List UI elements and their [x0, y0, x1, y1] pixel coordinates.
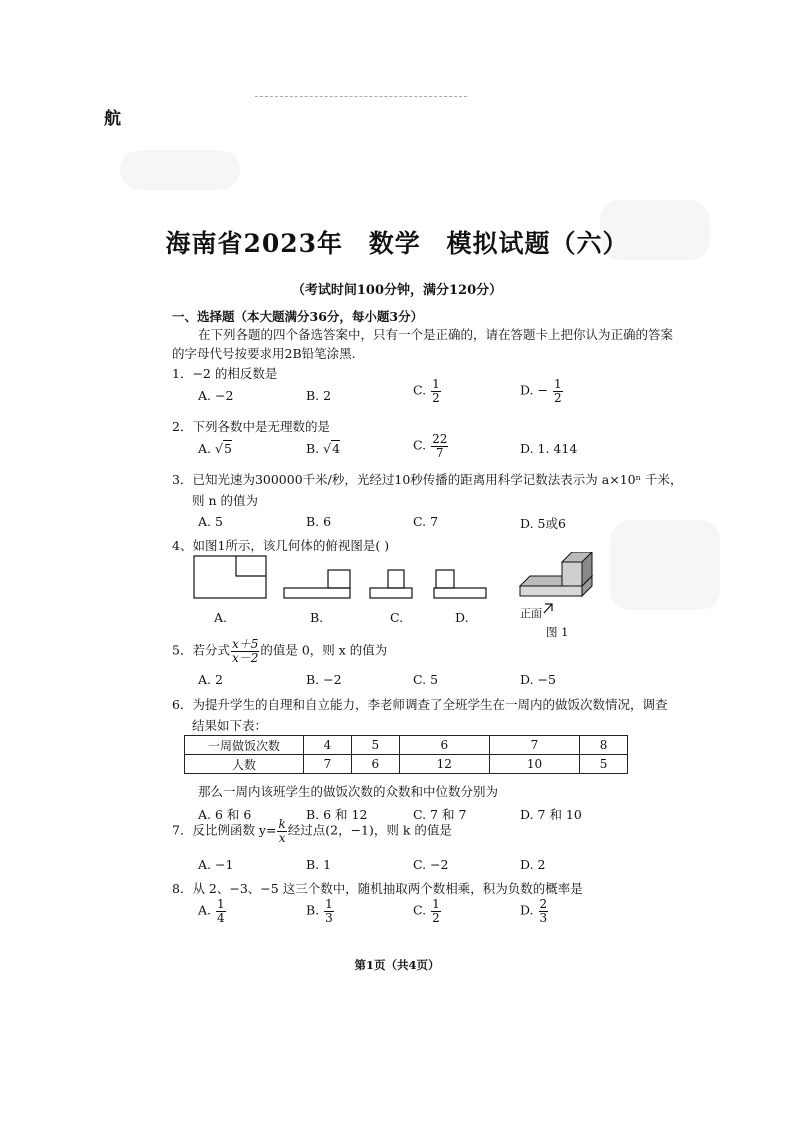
scan-shadow [610, 520, 720, 610]
q8-option-b [306, 898, 335, 924]
view-b-block [328, 570, 350, 588]
denominator: 3 [539, 910, 548, 925]
fraction [431, 433, 448, 459]
top-divider [255, 96, 467, 97]
q7-option-b: B. 1 [306, 857, 332, 872]
numerator: 2 [539, 897, 548, 911]
q5-option-d: D. −5 [520, 672, 556, 687]
view-b-base [284, 588, 350, 598]
fraction [553, 378, 563, 404]
table-cell: 8 [580, 736, 628, 755]
table-cell: 5 [351, 736, 399, 755]
table-cell: 12 [399, 755, 489, 774]
q7-stem-post: 经过点(2，−1)，则 k 的值是 [287, 822, 452, 838]
option-letter: D. [520, 902, 534, 918]
q2-option-c [413, 433, 449, 459]
option-letter: A. [198, 441, 212, 456]
numerator: 1 [325, 897, 333, 911]
numerator: 1 [432, 377, 440, 391]
option-letter: B. [306, 441, 320, 456]
q3-option-a: A. 5 [198, 514, 223, 529]
sqrt-sign: √ [323, 441, 332, 456]
fraction [216, 898, 226, 924]
numerator: x＋5 [231, 637, 259, 651]
denominator: 2 [432, 910, 440, 925]
q1-option-b: B. 2 [306, 388, 332, 403]
q7-stem [172, 818, 452, 844]
q7-option-d: D. 2 [520, 857, 546, 872]
numerator: k [278, 817, 286, 831]
fraction [431, 898, 441, 924]
instruction-line-2: 的字母代号按要求用2B铅笔涂黑. [172, 346, 356, 361]
option-letter: C. [413, 437, 427, 453]
view-a-outer-rect [194, 556, 266, 598]
sqrt-sign: √ [215, 441, 223, 456]
q5-option-a: A. 2 [198, 672, 223, 687]
table-row [185, 755, 628, 774]
numerator: 1 [553, 377, 562, 391]
q4-option-b: B. [310, 610, 324, 625]
table-header-cell: 一周做饭次数 [185, 736, 304, 755]
q3-option-d: D. 5或6 [520, 516, 566, 531]
q4-option-a: A. [214, 610, 228, 625]
radicand: 4 [332, 441, 341, 456]
q2-option-a [198, 441, 232, 456]
fraction [539, 898, 549, 924]
front-arrow-icon [544, 604, 552, 613]
fraction [231, 638, 259, 664]
view-c-base [370, 588, 412, 598]
option-letter: D. − [520, 382, 548, 398]
q6-option-b: B. 6 和 12 [306, 807, 368, 822]
table-row [185, 736, 628, 755]
option-letter: C. [413, 382, 427, 398]
title-province: 海南省2023年 [165, 229, 344, 258]
q7-option-a: A. −1 [198, 857, 234, 872]
q3-option-b: B. 6 [306, 514, 332, 529]
table-cell: 7 [304, 755, 352, 774]
q5-stem-post: 的值是 0，则 x 的值为 [260, 642, 388, 658]
solid-front-block [562, 562, 582, 586]
solid-front-base [520, 586, 582, 596]
q5-stem [172, 638, 387, 664]
q4-stem: 4、如图1所示，该几何体的俯视图是( ) [172, 538, 390, 553]
corner-label: 航 [104, 109, 121, 129]
q1-option-c [413, 378, 442, 404]
denominator: 7 [435, 445, 444, 460]
q1-option-d [520, 378, 564, 404]
view-c-block [388, 570, 404, 588]
table-cell: 4 [304, 736, 352, 755]
front-label: 正面 [520, 607, 542, 620]
solid-3d [520, 552, 592, 596]
q6-option-d: D. 7 和 10 [520, 807, 582, 822]
fraction [277, 818, 286, 844]
q2-stem: 2．下列各数中是无理数的是 [172, 419, 330, 434]
table-cell: 6 [399, 736, 489, 755]
q8-option-a [198, 898, 227, 924]
q2-option-d: D. 1. 414 [520, 441, 578, 456]
q6-stem-line-2: 结果如下表： [192, 718, 268, 733]
view-d-block [436, 570, 454, 588]
table-cell: 5 [580, 755, 628, 774]
numerator: 1 [217, 897, 225, 911]
table-header-cell: 人数 [185, 755, 304, 774]
denominator: 2 [432, 390, 440, 405]
q6-stem-line-1: 6．为提升学生的自理和自立能力，李老师调查了全班学生在一周内的做饭次数情况，调查 [172, 697, 668, 712]
q1-option-a: A. −2 [198, 388, 234, 403]
q3-stem-line-1: 3．已知光速为300000千米/秒，光经过10秒传播的距离用科学记数法表示为 a×10ⁿ 千米， [172, 472, 683, 487]
table-cell: 6 [351, 755, 399, 774]
view-a-inner-line [236, 556, 266, 576]
q2-option-b [306, 441, 340, 456]
q1-stem: 1．−2 的相反数是 [172, 366, 278, 381]
q5-option-c: C. 5 [413, 672, 439, 687]
q6-followup: 那么一周内该班学生的做饭次数的众数和中位数分别为 [198, 784, 499, 799]
q3-stem-line-2: 则 n 的值为 [192, 493, 258, 508]
cooking-frequency-table [184, 735, 628, 774]
view-d-base [434, 588, 486, 598]
fraction [324, 898, 334, 924]
scan-shadow [120, 150, 240, 190]
q4-option-d: D. [455, 610, 469, 625]
q3-option-c: C. 7 [413, 514, 439, 529]
title-name: 模拟试题（六） [446, 229, 629, 258]
exam-info: （考试时间100分钟，满分120分） [291, 283, 503, 298]
table-cell: 10 [489, 755, 579, 774]
numerator: 1 [432, 897, 440, 911]
page-footer: 第1页（共4页） [354, 958, 440, 972]
table-cell: 7 [489, 736, 579, 755]
denominator: 3 [325, 910, 333, 925]
numerator: 22 [432, 432, 448, 446]
figure-caption: 图 1 [546, 625, 569, 639]
fraction [431, 378, 441, 404]
section-heading: 一、选择题（本大题满分36分，每小题3分） [172, 309, 424, 324]
q5-stem-pre: 5．若分式 [172, 642, 230, 658]
instruction-line-1: 在下列各题的四个备选答案中，只有一个是正确的，请在答题卡上把你认为正确的答案 [198, 327, 674, 342]
q8-stem: 8．从 2、−3、−5 这三个数中，随机抽取两个数相乘，积为负数的概率是 [172, 881, 583, 896]
q7-stem-pre: 7．反比例函数 y= [172, 822, 277, 838]
option-letter: B. [306, 902, 320, 918]
denominator: 4 [217, 910, 225, 925]
option-letter: C. [413, 902, 427, 918]
denominator: x [278, 830, 286, 845]
page-title [0, 224, 794, 260]
q5-option-b: B. −2 [306, 672, 342, 687]
q6-option-a: A. 6 和 6 [198, 807, 252, 822]
title-subject: 数学 [368, 229, 421, 258]
q4-option-c: C. [390, 610, 404, 625]
q8-option-c [413, 898, 442, 924]
denominator: 2 [553, 390, 562, 405]
option-letter: A. [198, 902, 212, 918]
q6-option-c: C. 7 和 7 [413, 807, 467, 822]
q7-option-c: C. −2 [413, 857, 449, 872]
denominator: x－2 [231, 650, 259, 665]
q8-option-d [520, 898, 549, 924]
radicand: 5 [223, 441, 232, 456]
